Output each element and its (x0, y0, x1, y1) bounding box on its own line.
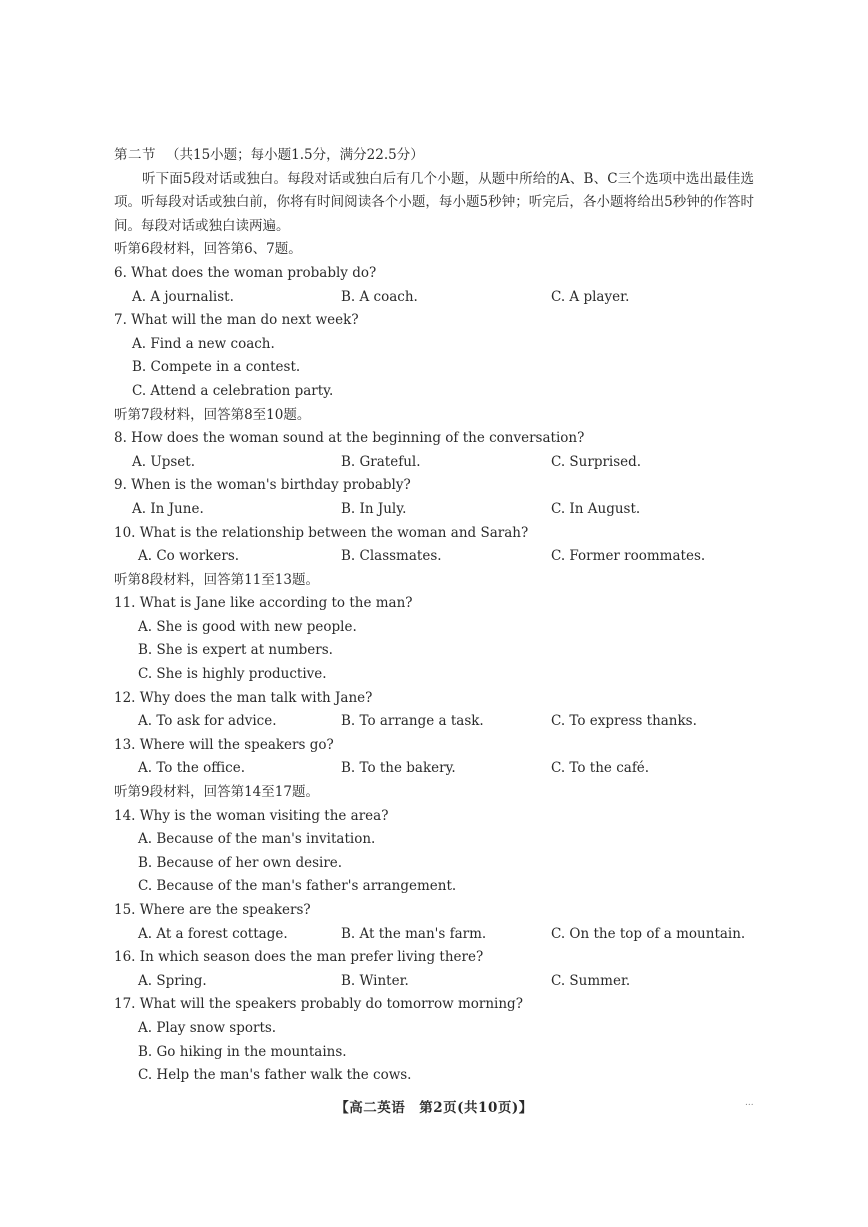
options-row (114, 498, 754, 522)
option-b: B. A coach. (341, 288, 418, 305)
option-c: C. A player. (551, 288, 630, 305)
option-b: B. She is expert at numbers. (138, 642, 333, 659)
question-11: 11. What is Jane like according to the man? (114, 595, 413, 612)
option-a: A. Spring. (138, 972, 207, 989)
footer-marks: ... (745, 1098, 754, 1108)
question-12: 12. Why does the man talk with Jane? (114, 689, 373, 706)
option-a: A. Co workers. (138, 548, 240, 565)
question-9: 9. When is the woman's birthday probably? (114, 477, 411, 494)
options-row (114, 923, 754, 947)
options-row (114, 451, 754, 475)
question-17: 17. What will the speakers probably do tomorrow morning? (114, 996, 523, 1013)
option-a: A. Upset. (132, 453, 195, 470)
option-b: B. Because of her own desire. (138, 854, 343, 871)
option-b: B. Classmates. (341, 548, 442, 565)
option-c: C. On the top of a mountain. (551, 925, 746, 942)
option-a: A. To the office. (138, 760, 245, 777)
question-14: 14. Why is the woman visiting the area? (114, 807, 389, 824)
option-a: A. A journalist. (132, 288, 234, 305)
option-c: C. In August. (551, 500, 641, 517)
options-row (114, 710, 754, 734)
option-b: B. At the man's farm. (341, 925, 487, 942)
option-c: C. Former roommates. (551, 548, 706, 565)
option-b: B. In July. (341, 500, 407, 517)
options-row (114, 286, 754, 310)
options-row (114, 545, 754, 569)
section-title: 第二节 (114, 147, 156, 163)
question-8: 8. How does the woman sound at the beginning of the conversation? (114, 430, 585, 447)
question-15: 15. Where are the speakers? (114, 902, 311, 918)
group-heading: 听第8段材料，回答第11至13题。 (114, 571, 319, 588)
option-a: A. At a forest cottage. (138, 925, 288, 942)
option-a: A. She is good with new people. (138, 618, 357, 635)
section-instructions: 听下面5段对话或独白。每段对话或独白后有几个小题，从题中所给的A、B、C三个选项中选出最佳选项。听每段对话或独白前，你将有时间阅读各个小题，每小题5秒钟；听完后，各小题将给出5秒钟的作答时间。每段对话或独白读两遍。 (114, 170, 754, 234)
option-b: B. Go hiking in the mountains. (138, 1043, 347, 1060)
page-footer: 【高二英语 第2页(共10页)】 (335, 1100, 533, 1116)
option-c: C. Surprised. (551, 453, 642, 470)
option-b: B. Compete in a contest. (132, 359, 301, 376)
options-row (114, 970, 754, 994)
option-c: C. Summer. (551, 972, 631, 989)
option-c: C. Because of the man's father's arrangement. (138, 878, 457, 895)
option-a: A. In June. (132, 500, 204, 517)
option-b: B. Winter. (341, 972, 409, 989)
question-16: 16. In which season does the man prefer living there? (114, 949, 484, 966)
section-note: （共15小题；每小题1.5分，满分22.5分） (166, 147, 424, 163)
option-a: A. Find a new coach. (132, 335, 275, 352)
option-b: B. To arrange a task. (341, 713, 484, 730)
option-a: A. Because of the man's invitation. (138, 831, 376, 848)
option-a: A. To ask for advice. (138, 713, 277, 730)
option-c: C. Attend a celebration party. (132, 382, 334, 399)
group-heading: 听第6段材料，回答第6、7题。 (114, 241, 302, 258)
option-b: B. Grateful. (341, 453, 421, 470)
question-6: 6. What does the woman probably do? (114, 264, 377, 281)
exam-content (114, 144, 754, 1088)
options-row (114, 757, 754, 781)
group-heading: 听第7段材料，回答第8至10题。 (114, 406, 311, 423)
option-c: C. Help the man's father walk the cows. (138, 1067, 412, 1084)
option-c: C. To the café. (551, 760, 650, 777)
question-7: 7. What will the man do next week? (114, 312, 359, 329)
question-13: 13. Where will the speakers go? (114, 736, 334, 753)
question-10: 10. What is the relationship between the woman and Sarah? (114, 524, 529, 541)
option-a: A. Play snow sports. (138, 1019, 277, 1036)
option-b: B. To the bakery. (341, 760, 456, 777)
option-c: C. She is highly productive. (138, 666, 327, 683)
group-heading: 听第9段材料，回答第14至17题。 (114, 784, 319, 801)
option-c: C. To express thanks. (551, 713, 697, 730)
section-header (114, 144, 754, 168)
